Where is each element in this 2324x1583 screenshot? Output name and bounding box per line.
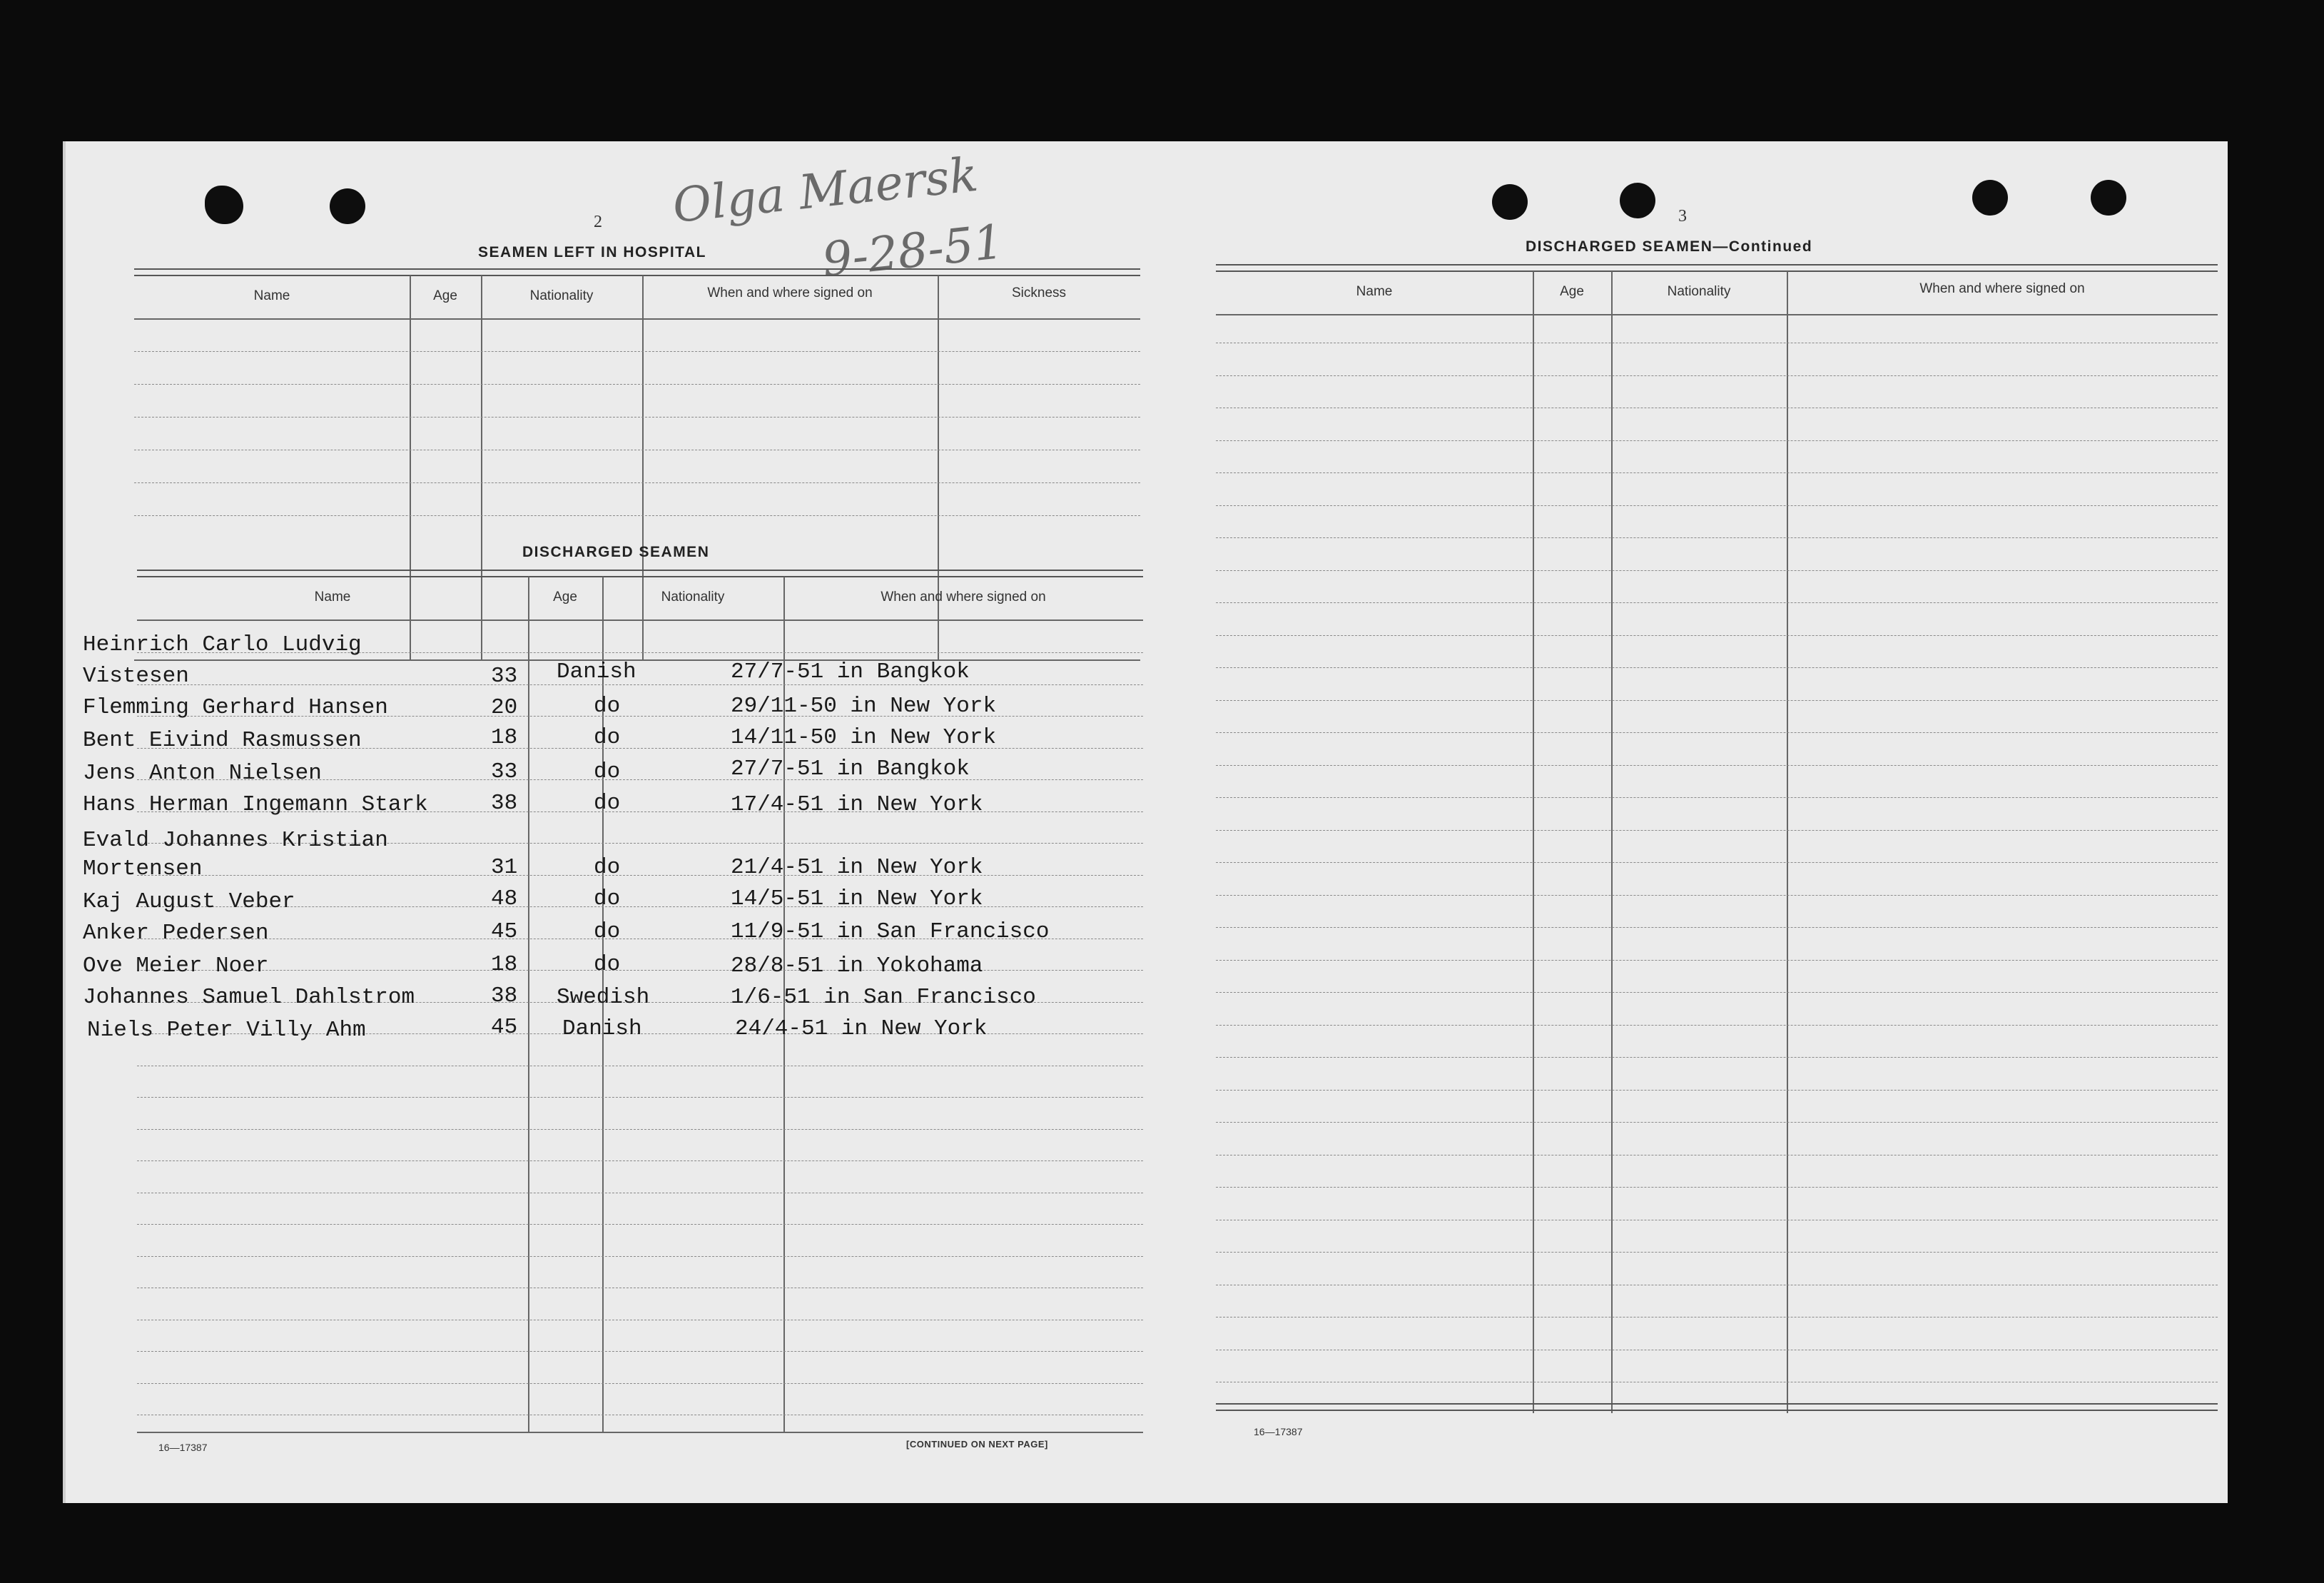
handwritten-date: 9-28-51: [819, 213, 1006, 288]
ruled-line: [1216, 830, 2218, 831]
ruled-line: [1216, 992, 2218, 993]
ruled-line: [137, 1129, 1143, 1130]
ruled-line: [137, 1256, 1143, 1257]
ruled-line: [1216, 1187, 2218, 1188]
seaman-nationality: Swedish: [557, 985, 650, 1010]
ruled-line: [137, 970, 1143, 971]
hospital-col-sickness: Sickness: [1011, 285, 1067, 300]
ruled-line: [1216, 765, 2218, 766]
seaman-age: 18: [491, 952, 518, 977]
seaman-age: 38: [491, 983, 518, 1008]
page-number-right: 3: [1678, 207, 1687, 226]
discharged-heading: DISCHARGED SEAMEN: [522, 544, 710, 560]
ruled-line: [137, 1224, 1143, 1225]
seaman-nationality: do: [594, 919, 621, 944]
ruled-line: [1216, 960, 2218, 961]
ruled-line: [1216, 472, 2218, 473]
seaman-age: 31: [491, 855, 518, 880]
seaman-age: 45: [491, 919, 518, 944]
seaman-name: Hans Herman Ingemann Stark: [83, 792, 428, 817]
seaman-signed-on: 28/8-51 in Yokohama: [731, 954, 983, 978]
seaman-age: 20: [491, 695, 518, 720]
seaman-name-line1: Evald Johannes Kristian: [83, 828, 388, 853]
continued-col-signed-on: When and where signed on: [1919, 281, 2085, 296]
ruled-line: [137, 684, 1143, 685]
ruled-line: [1216, 635, 2218, 636]
seaman-signed-on: 21/4-51 in New York: [731, 855, 983, 880]
seaman-nationality: do: [594, 886, 621, 911]
seaman-nationality: Danish: [557, 659, 636, 684]
ruled-line: [1216, 602, 2218, 603]
continued-note: [CONTINUED ON NEXT PAGE]: [906, 1439, 1048, 1450]
ruled-line: [1216, 570, 2218, 571]
hospital-col-nationality: Nationality: [529, 288, 594, 303]
seaman-nationality: do: [594, 759, 621, 784]
seaman-signed-on: 14/5-51 in New York: [731, 886, 983, 911]
hospital-heading: SEAMEN LEFT IN HOSPITAL: [478, 244, 706, 261]
discharged-col-age: Age: [553, 590, 577, 605]
form-number-right: 16—17387: [1254, 1426, 1303, 1437]
ruled-line: [1216, 1317, 2218, 1318]
seaman-name: Johannes Samuel Dahlstrom: [83, 985, 415, 1010]
punch-hole: [205, 186, 243, 224]
form-number-left: 16—17387: [158, 1442, 208, 1453]
ruled-line: [1216, 1252, 2218, 1253]
handwritten-ship-name: Olga Maersk: [670, 146, 981, 234]
ruled-line: [1216, 505, 2218, 506]
punch-hole: [2091, 180, 2126, 216]
document-sheet: [63, 141, 2228, 1503]
seaman-nationality: do: [594, 791, 621, 816]
ruled-line: [1216, 700, 2218, 701]
seaman-age: 33: [491, 759, 518, 784]
punch-hole: [330, 188, 365, 224]
punch-hole: [1492, 184, 1528, 220]
hospital-col-name: Name: [253, 288, 290, 303]
ruled-line: [1216, 667, 2218, 668]
page-number-left: 2: [594, 213, 602, 231]
seaman-signed-on: 1/6-51 in San Francisco: [731, 985, 1036, 1010]
seaman-name: Flemming Gerhard Hansen: [83, 695, 388, 720]
ruled-line: [1216, 895, 2218, 896]
ruled-line: [1216, 862, 2218, 863]
punch-hole: [1620, 183, 1655, 218]
seaman-name: Niels Peter Villy Ahm: [87, 1018, 366, 1043]
ruled-line: [1216, 1090, 2218, 1091]
ruled-line: [1216, 1122, 2218, 1123]
ruled-line: [137, 1351, 1143, 1352]
seaman-nationality: do: [594, 952, 621, 977]
seaman-nationality: do: [594, 725, 621, 750]
seaman-age: 18: [491, 725, 518, 750]
discharged-col-name: Name: [314, 590, 351, 605]
seaman-name: Mortensen: [83, 856, 203, 881]
seaman-nationality: Danish: [562, 1016, 642, 1041]
ruled-line: [137, 1160, 1143, 1161]
ruled-line: [137, 1383, 1143, 1384]
seaman-name: Bent Eivind Rasmussen: [83, 728, 362, 753]
seaman-signed-on: 24/4-51 in New York: [735, 1016, 988, 1041]
ruled-line: [1216, 1025, 2218, 1026]
seaman-signed-on: 11/9-51 in San Francisco: [731, 919, 1050, 944]
ruled-line: [1216, 375, 2218, 376]
seaman-name: Ove Meier Noer: [83, 954, 269, 978]
seaman-signed-on: 27/7-51 in Bangkok: [731, 757, 970, 782]
seaman-nationality: do: [594, 694, 621, 719]
seaman-signed-on: 27/7-51 in Bangkok: [731, 659, 970, 684]
discharged-continued-heading: DISCHARGED SEAMEN—Continued: [1526, 238, 1813, 255]
continued-col-age: Age: [1560, 284, 1584, 299]
seaman-name-line1: Heinrich Carlo Ludvig: [83, 632, 362, 657]
seaman-age: 48: [491, 886, 518, 911]
discharged-continued-table: [1216, 264, 2218, 1415]
seaman-name: Kaj August Veber: [83, 889, 295, 914]
ruled-line: [1216, 1057, 2218, 1058]
ruled-line: [1216, 797, 2218, 798]
ruled-line: [1216, 537, 2218, 538]
seaman-age: 45: [491, 1015, 518, 1040]
seaman-name: Vistesen: [83, 664, 189, 689]
seaman-signed-on: 17/4-51 in New York: [731, 792, 983, 817]
ruled-line: [1216, 440, 2218, 441]
seaman-age: 38: [491, 791, 518, 816]
discharged-col-nationality: Nationality: [661, 590, 725, 605]
continued-col-name: Name: [1356, 284, 1393, 299]
hospital-col-age: Age: [433, 288, 457, 303]
ruled-line: [1216, 927, 2218, 928]
discharged-col-signed-on: When and where signed on: [881, 590, 1046, 605]
seaman-signed-on: 29/11-50 in New York: [731, 694, 997, 719]
punch-hole: [1972, 180, 2008, 216]
ruled-line: [137, 1097, 1143, 1098]
ruled-line: [1216, 732, 2218, 733]
seaman-age: 33: [491, 664, 518, 689]
ruled-line: [137, 875, 1143, 876]
seaman-name: Jens Anton Nielsen: [83, 761, 322, 786]
hospital-col-signed-on: When and where signed on: [707, 285, 873, 300]
seaman-signed-on: 14/11-50 in New York: [731, 725, 997, 750]
seaman-nationality: do: [594, 855, 621, 880]
seaman-name: Anker Pedersen: [83, 921, 269, 946]
continued-col-nationality: Nationality: [1667, 284, 1731, 299]
